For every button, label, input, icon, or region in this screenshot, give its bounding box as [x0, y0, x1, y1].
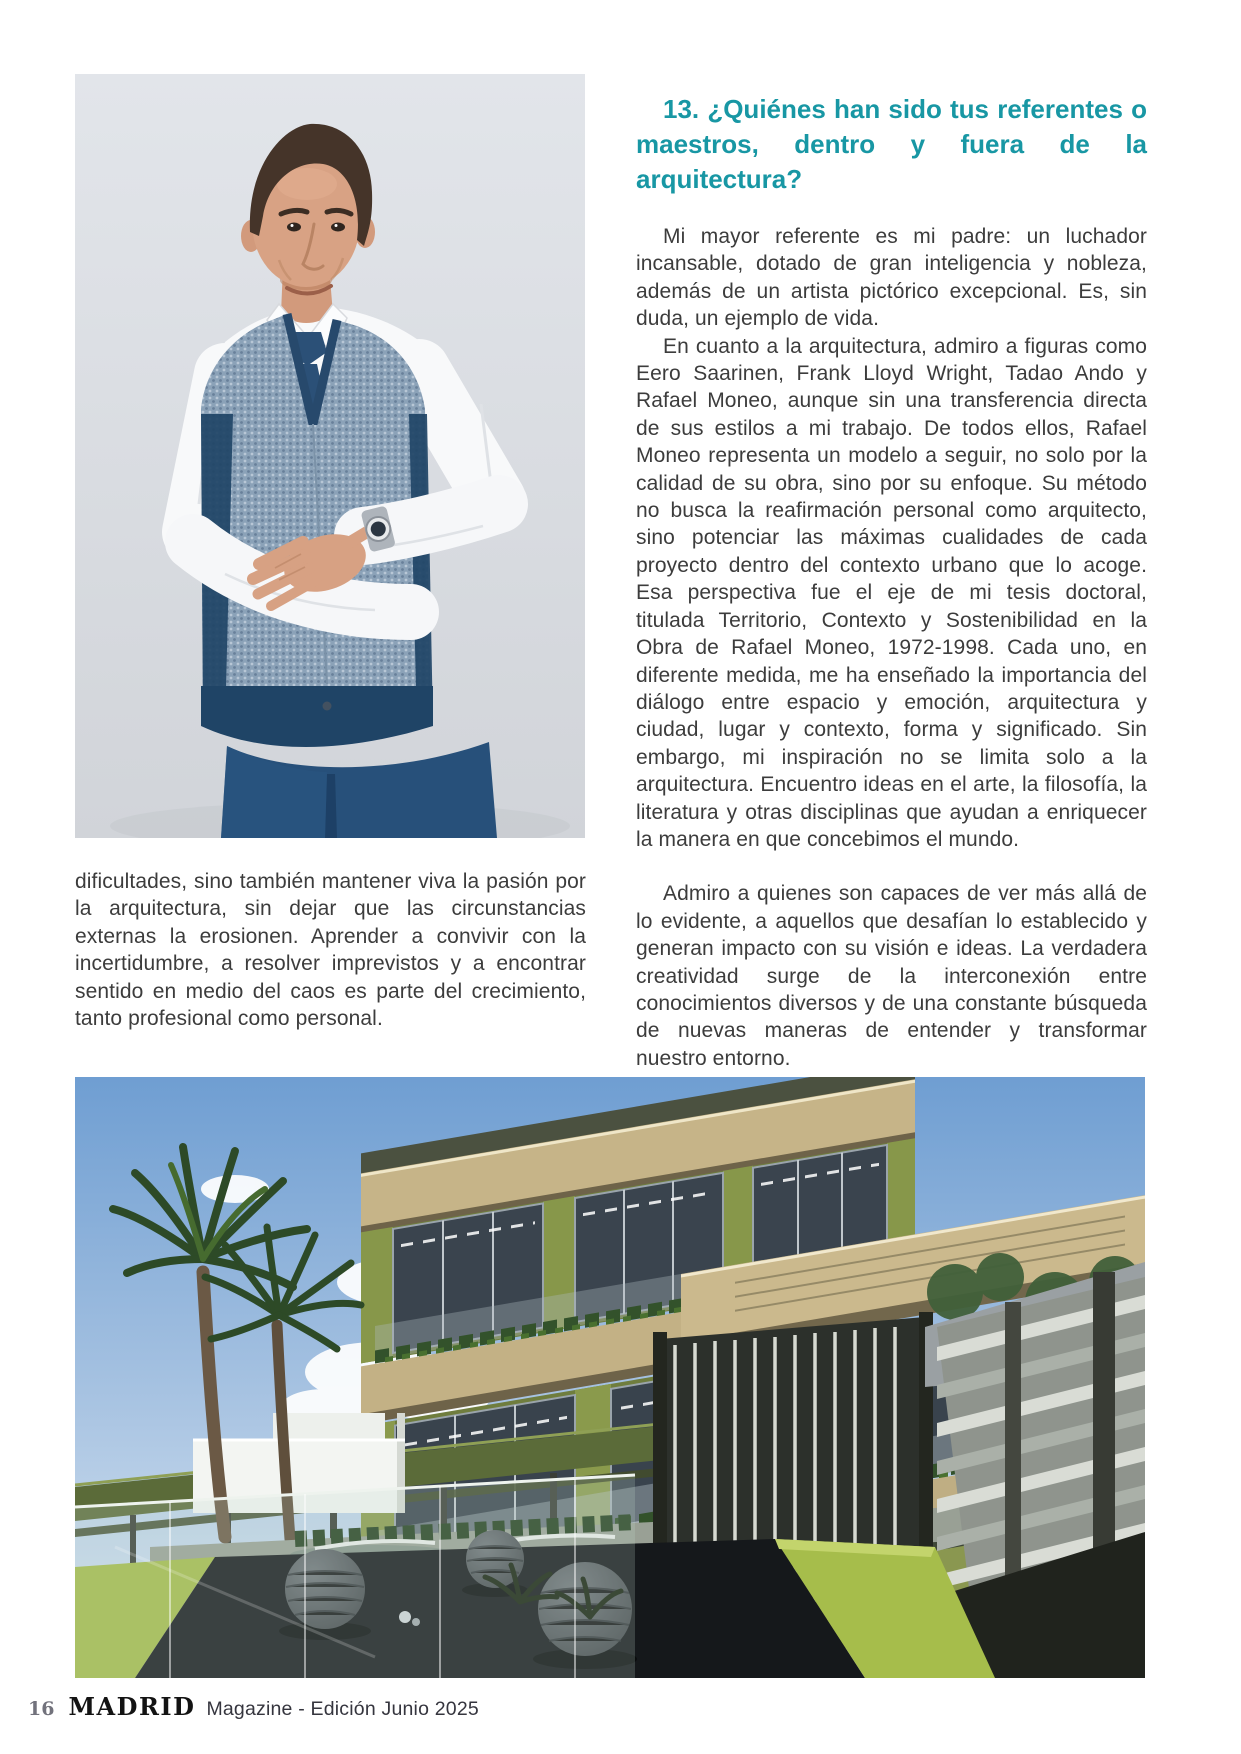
answer-paragraph: Admiro a quienes son capaces de ver más allá de lo evidente, a aquellos que desafían lo establecido y generan impacto con su visión e ideas. La verdadera creatividad surge de la interconexión entre conocimientos diversos y de una constante búsqueda de nuevas maneras de entender y transformar nuestro entorno.	[636, 882, 1147, 1070]
edition-text: Magazine - Edición Junio 2025	[206, 1698, 479, 1720]
architecture-render	[75, 1077, 1145, 1678]
answer-paragraph: Mi mayor referente es mi padre: un luchador incansable, dotado de gran inteligencia y nobleza, además de un artista pictórico excepcional. Es, sin duda, un ejemplo de vida.	[636, 225, 1147, 331]
answer-paragraph: En cuanto a la arquitectura, admiro a figuras como Eero Saarinen, Frank Lloyd Wright, Tadao Ando y Rafael Moneo, aunque sin una transferencia directa de sus estilos a mi trabajo. De todos ellos, Rafael Moneo representa un modelo a seguir, no solo por la calidad de su obra, sino por su enfoque. Su método no busca la reafirmación personal como arquitecto, sino potenciar las máximas cualidades de cada proyecto dentro del contexto urbano que lo acoge. Esa perspectiva fue el eje de mi tesis doctoral, titulada Territorio, Contexto y Sostenibilidad en la Obra de Rafael Moneo, 1972-1998. Cada uno, en diferente medida, me ha enseñado la importancia del diálogo entre espacio y emoción, arquitectura y ciudad, lugar y contexto, forma y significado. Sin embargo, mi inspiración no se limita solo a la arquitectura. Encuentro ideas en el arte, la filosofía, la literatura y otras disciplinas que ayudan a enriquecer la manera en que concebimos el mundo.	[636, 334, 1147, 851]
question-heading: 13. ¿Quiénes han sido tus referentes o maestros, dentro y fuera de la arquitectura?	[636, 94, 1147, 194]
continuation-column	[75, 868, 586, 1032]
magazine-masthead: MADRID	[68, 1692, 196, 1721]
portrait-illustration	[75, 74, 585, 838]
page-footer	[28, 1692, 479, 1721]
page-number: 16	[28, 1698, 55, 1720]
interview-answer-column	[636, 92, 1147, 1072]
glass-railing	[75, 1475, 635, 1678]
portrait-photo	[75, 74, 585, 838]
continuation-paragraph: dificultades, sino también mantener viva la pasión por la arquitectura, sin dejar que las circunstancias externas la erosionen. Aprender a convivir con la incertidumbre, a resolver imprevistos y a encontrar sentido en medio del caos es parte del crecimiento, tanto profesional como personal.	[75, 870, 586, 1031]
building-render-illustration	[75, 1077, 1145, 1678]
